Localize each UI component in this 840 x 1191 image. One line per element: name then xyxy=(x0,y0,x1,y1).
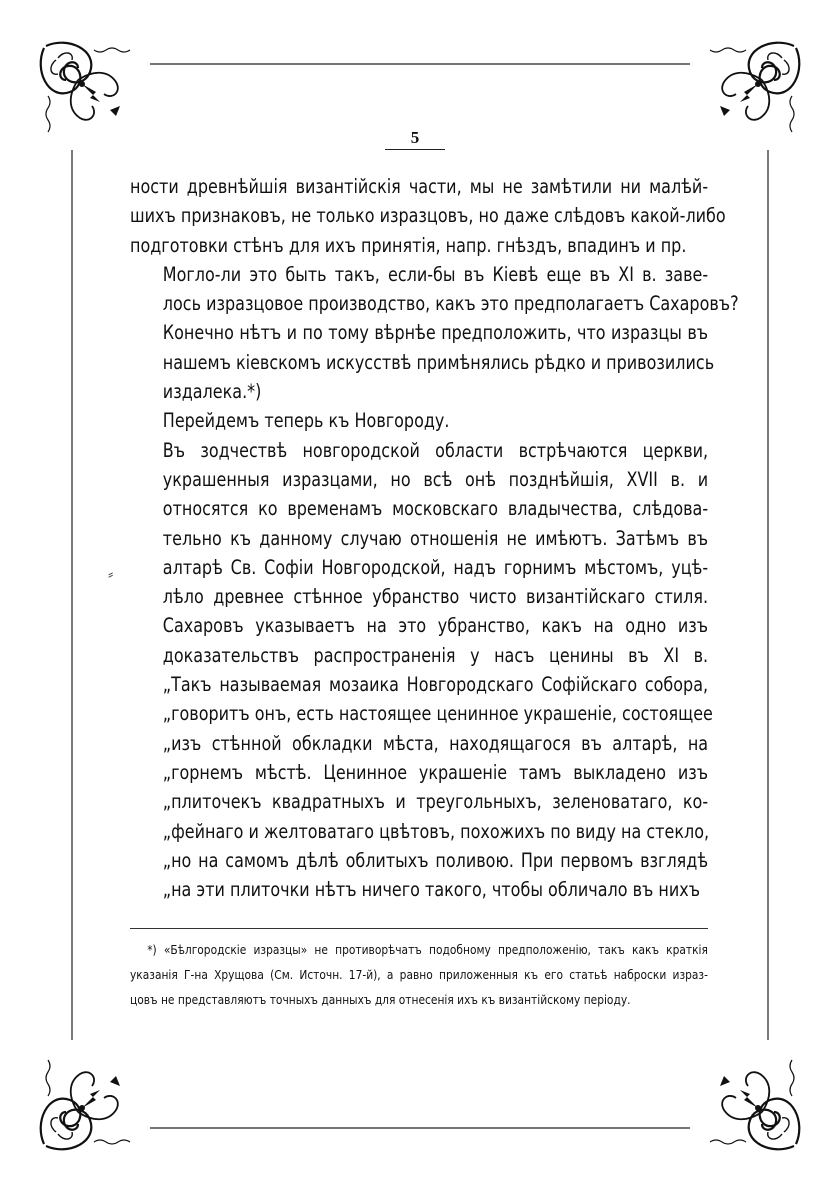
text-line: относятся ко временамъ московскаго владычества, слѣдова- xyxy=(162,497,709,521)
paragraph xyxy=(130,260,739,406)
page-number-rule xyxy=(385,149,445,150)
text-line: нашемъ кіевскомъ искусствѣ примѣнялись рѣдко и привозились xyxy=(162,350,715,374)
text-line: ности древнѣйшія византійскія части, мы не замѣтили ни малѣй- xyxy=(130,175,709,198)
text-line: „изъ стѣнной обкладки мѣста, находящагося въ алтарѣ, на xyxy=(162,731,709,755)
text-line: Могло-ли это быть такъ, если-бы въ Кіевѣ еще въ XI в. заве- xyxy=(162,262,709,286)
paragraph xyxy=(130,436,713,905)
text-line: „говоритъ онъ, есть настоящее ценинное украшеніе, состоящее xyxy=(162,702,713,726)
corner-ornament-icon xyxy=(710,43,799,132)
text-line: тельно къ данному случаю отношенія не имѣютъ. Затѣмъ въ xyxy=(162,526,709,550)
corner-ornament-icon xyxy=(41,1060,130,1149)
footnote-line: *) «Бѣлгородскіе изразцы» не противорѣчатъ подобному предположенію, такъ какъ краткія xyxy=(147,942,708,957)
text-line: Конечно нѣтъ и по тому вѣрнѣе предположить, что изразцы въ xyxy=(162,321,709,345)
paragraph xyxy=(130,406,708,435)
text-line: „но на самомъ дѣлѣ облитыхъ поливою. При первомъ взглядѣ xyxy=(162,848,709,872)
text-line: Перейдемъ теперь къ Новгороду. xyxy=(162,409,450,433)
text-line: украшенныя изразцами, но всѣ онѣ позднѣйшія, XVII в. и xyxy=(162,467,709,491)
text-line: издалека.*) xyxy=(162,380,262,404)
text-line: „Такъ называемая мозаика Новгородскаго Софійскаго собора, xyxy=(162,673,709,697)
text-line: подготовки стѣнъ для ихъ принятія, напр. гнѣздъ, впадинъ и пр. xyxy=(130,233,687,257)
footnote xyxy=(130,937,708,1012)
text-line: „горнемъ мѣстѣ. Ценинное украшеніе тамъ выкладено изъ xyxy=(162,760,709,784)
footnote-line: цовъ не представляютъ точныхъ данныхъ для отнесенія ихъ къ византійскому періоду. xyxy=(130,992,631,1007)
text-line: Въ зодчествѣ новгородской области встрѣчаются церкви, xyxy=(162,438,709,462)
main-text xyxy=(130,172,739,904)
text-line: доказательствъ распространенія у насъ ценины въ XI в. xyxy=(162,643,709,667)
text-line: Сахаровъ указываетъ на это убранство, какъ на одно изъ xyxy=(162,614,709,638)
page-number: 5 xyxy=(410,128,420,147)
text-line: лѣло древнее стѣнное убранство чисто византійскаго стиля. xyxy=(162,585,709,609)
text-line: „плиточекъ квадратныхъ и треугольныхъ, зеленоватаго, ко- xyxy=(162,790,709,814)
paragraph xyxy=(130,172,726,260)
footnote-rule xyxy=(130,928,708,929)
text-line: „фейнаго и желтоватаго цвѣтовъ, похожихъ по виду на стекло, xyxy=(162,819,710,843)
text-line: алтарѣ Св. Софіи Новгородской, надъ горнимъ мѣстомъ, уцѣ- xyxy=(162,555,709,579)
corner-ornament-icon xyxy=(41,43,130,132)
corner-ornament-icon xyxy=(710,1060,799,1149)
footnote-line: указанія Г-на Хрущова (См. Источн. 17-й), а равно приложенныя къ его статьѣ наброски израз- xyxy=(130,967,708,982)
margin-mark: ⸗ xyxy=(108,566,114,583)
text-line: лось изразцовое производство, какъ это предполагаетъ Сахаровъ? xyxy=(162,292,739,316)
text-line: шихъ признаковъ, не только изразцовъ, но даже слѣдовъ какой-либо xyxy=(130,204,726,228)
text-line: „на эти плиточки нѣтъ ничего такого, чтобы обличало въ нихъ xyxy=(162,878,701,902)
